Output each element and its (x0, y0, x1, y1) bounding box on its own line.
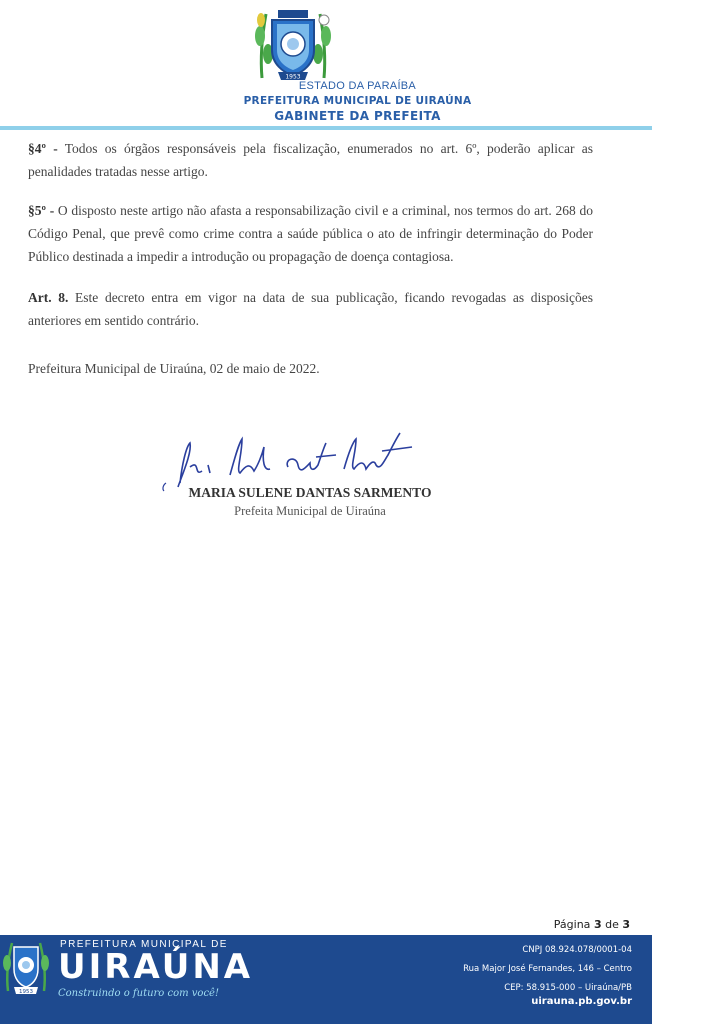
page-number (554, 918, 630, 931)
footer-slogan: Construindo o futuro com você! (58, 988, 219, 999)
footer-city-name: UIRAÚNA (58, 947, 254, 987)
footer-cep: CEP: 58.915-000 – Uiraúna/PB (504, 983, 632, 993)
article-8 (28, 286, 593, 332)
paragraph-4 (28, 137, 593, 183)
footer-contact (463, 941, 632, 998)
footer-cnpj: CNPJ 08.924.078/0001-04 (522, 945, 632, 955)
crest-year: 1953 (285, 73, 301, 81)
page-sep: de (605, 918, 619, 931)
footer-website: uirauna.pb.gov.br (531, 996, 632, 1007)
state-name: ESTADO DA PARAÍBA (298, 80, 417, 92)
paragraph-text: Este decreto entra em vigor na data de sua publicação, ficando revogadas as disposições anteriores em sentido contrário. (28, 290, 593, 328)
footer-banner (0, 935, 652, 1024)
footer-address: Rua Major José Fernandes, 146 – Centro (463, 964, 632, 974)
page-total: 3 (622, 918, 630, 931)
paragraph-lead: §4º - (28, 141, 58, 156)
place-date: Prefeitura Municipal de Uiraúna, 02 de maio de 2022. (28, 361, 320, 376)
signatory-role: Prefeita Municipal de Uiraúna (234, 504, 386, 518)
paragraph-lead: §5º - (28, 203, 55, 218)
signatory-name: MARIA SULENE DANTAS SARMENTO (188, 485, 432, 500)
footer-crest-year: 1953 (19, 988, 33, 995)
footer-crest-icon (0, 937, 52, 997)
page-label: Página (553, 918, 591, 931)
paragraph-5 (28, 199, 593, 268)
paragraph-text: Todos os órgãos responsáveis pela fiscalização, enumerados no art. 6º, poderão aplicar as penalidades tratadas nesse artigo. (28, 141, 593, 179)
paragraph-lead: Art. 8. (28, 290, 69, 305)
prefecture-name: PREFEITURA MUNICIPAL DE UIRAÚNA (243, 95, 472, 107)
municipal-crest-icon (248, 6, 338, 82)
page-current: 3 (593, 918, 602, 931)
footer-prefecture: PREFEITURA MUNICIPAL DE (60, 939, 228, 950)
letterhead (0, 0, 715, 135)
handwritten-signature-icon (160, 425, 430, 493)
office-name: GABINETE DA PREFEITA (274, 109, 441, 123)
paragraph-text: O disposto neste artigo não afasta a responsabilização civil e a criminal, nos termos do art. 268 do Código Penal, que prevê como crime contra a saúde pública o ato de infringir determinação do Poder Público destinada a impedir a introdução ou propagação de doença contagiosa. (28, 203, 593, 264)
header-rule (0, 126, 652, 130)
